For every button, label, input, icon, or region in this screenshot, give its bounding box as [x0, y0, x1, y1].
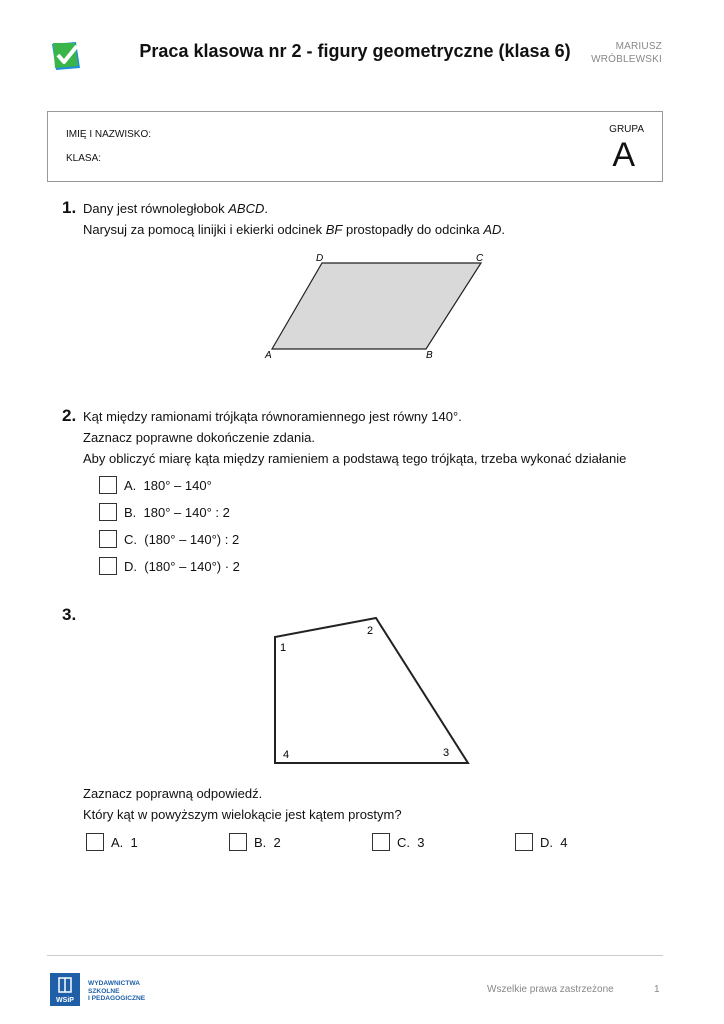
- angle-label-1: 1: [280, 642, 287, 654]
- text-part-italic: ABCD: [228, 201, 265, 216]
- group-label: GRUPA: [609, 124, 644, 135]
- author-name: [591, 40, 662, 66]
- author-last-name: WRÓBLEWSKI: [591, 54, 662, 65]
- copyright-notice: Wszelkie prawa zastrzeżone: [487, 984, 614, 995]
- answer-checkbox[interactable]: [515, 833, 533, 851]
- author-first-name: MARIUSZ: [615, 41, 662, 52]
- page-title: Praca klasowa nr 2 - figury geometryczne (klasa 6): [139, 41, 571, 61]
- angle-label-4: 4: [283, 749, 290, 761]
- option-text: 180° – 140° : 2: [143, 504, 230, 520]
- page-number: 1: [654, 984, 660, 995]
- option-letter: A.: [111, 834, 124, 850]
- question-3-line-2: Który kąt w powyższym wielokącie jest kątem prostym?: [83, 807, 402, 822]
- option-letter: A.: [124, 477, 137, 493]
- answer-checkbox[interactable]: [86, 833, 104, 851]
- parallelogram-figure: [255, 248, 495, 363]
- class-label: KLASA:: [66, 153, 102, 164]
- question-number: 2.: [62, 406, 77, 425]
- option-text: (180° – 140°) · 2: [144, 558, 240, 574]
- answer-checkbox[interactable]: [372, 833, 390, 851]
- text-part: .: [264, 201, 268, 216]
- option-text: 3: [417, 834, 425, 850]
- option-text: (180° – 140°) : 2: [144, 531, 240, 547]
- checkmark-logo-icon: [50, 40, 82, 72]
- answer-checkbox[interactable]: [99, 557, 117, 575]
- answer-option-a[interactable]: [86, 833, 138, 851]
- answer-option-a[interactable]: [99, 476, 212, 494]
- footer-divider: [47, 955, 663, 956]
- answer-option-c[interactable]: [99, 530, 239, 548]
- question-1-line-1: [83, 201, 268, 216]
- option-text: 2: [273, 834, 281, 850]
- text-part-italic: AD: [483, 222, 502, 237]
- text-part: Narysuj za pomocą linijki i ekierki odcinek: [83, 222, 326, 237]
- vertex-label-b: B: [426, 350, 433, 361]
- question-1-line-2: [83, 222, 505, 237]
- answer-checkbox[interactable]: [229, 833, 247, 851]
- parallelogram-shape: [272, 263, 481, 349]
- answer-option-d[interactable]: [515, 833, 567, 851]
- vertex-label-d: D: [316, 253, 324, 264]
- option-letter: B.: [124, 504, 137, 520]
- student-info-box: [47, 111, 663, 182]
- publisher-name: [88, 980, 145, 1003]
- option-letter: B.: [254, 834, 267, 850]
- vertex-label-a: A: [265, 350, 272, 361]
- question-2-line-3: Aby obliczyć miarę kąta między ramieniem a podstawą tego trójkąta, trzeba wykonać działanie: [83, 451, 627, 466]
- answer-checkbox[interactable]: [99, 476, 117, 494]
- answer-checkbox[interactable]: [99, 530, 117, 548]
- angle-label-2: 2: [367, 625, 374, 637]
- option-letter: D.: [124, 558, 137, 574]
- publisher-logo-icon: [50, 973, 80, 1006]
- question-3-line-1: Zaznacz poprawną odpowiedź.: [83, 786, 263, 801]
- answer-option-c[interactable]: [372, 833, 424, 851]
- question-number: 3.: [62, 605, 77, 624]
- text-part: prostopadły do odcinka: [342, 222, 484, 237]
- option-letter: C.: [397, 834, 410, 850]
- question-2-line-1: Kąt między ramionami trójkąta równoramiennego jest równy 140°.: [83, 409, 462, 424]
- text-part: Dany jest równoległobok: [83, 201, 229, 216]
- group-value: A: [612, 136, 635, 174]
- answer-option-b[interactable]: [99, 503, 230, 521]
- publisher-name-line: SZKOLNE: [88, 987, 120, 995]
- vertex-label-c: C: [476, 253, 484, 264]
- text-part: .: [501, 222, 506, 237]
- answer-option-b[interactable]: [229, 833, 281, 851]
- publisher-name-line: WYDAWNICTWA: [88, 980, 141, 987]
- angle-label-3: 3: [443, 747, 450, 759]
- quadrilateral-shape: [275, 618, 468, 763]
- question-number: 1.: [62, 198, 77, 217]
- option-letter: D.: [540, 834, 553, 850]
- option-text: 4: [560, 834, 568, 850]
- publisher-name-line: I PEDAGOGICZNE: [88, 995, 146, 1002]
- option-text: 180° – 140°: [143, 477, 212, 493]
- name-label: IMIĘ I NAZWISKO:: [66, 129, 152, 140]
- quadrilateral-figure: [268, 612, 474, 770]
- text-part-italic: BF: [325, 222, 343, 237]
- answer-checkbox[interactable]: [99, 503, 117, 521]
- question-2-line-2: Zaznacz poprawne dokończenie zdania.: [83, 430, 315, 445]
- option-text: 1: [130, 834, 138, 850]
- option-letter: C.: [124, 531, 137, 547]
- publisher-logo-text: WSiP: [56, 997, 74, 1004]
- answer-option-d[interactable]: [99, 557, 240, 575]
